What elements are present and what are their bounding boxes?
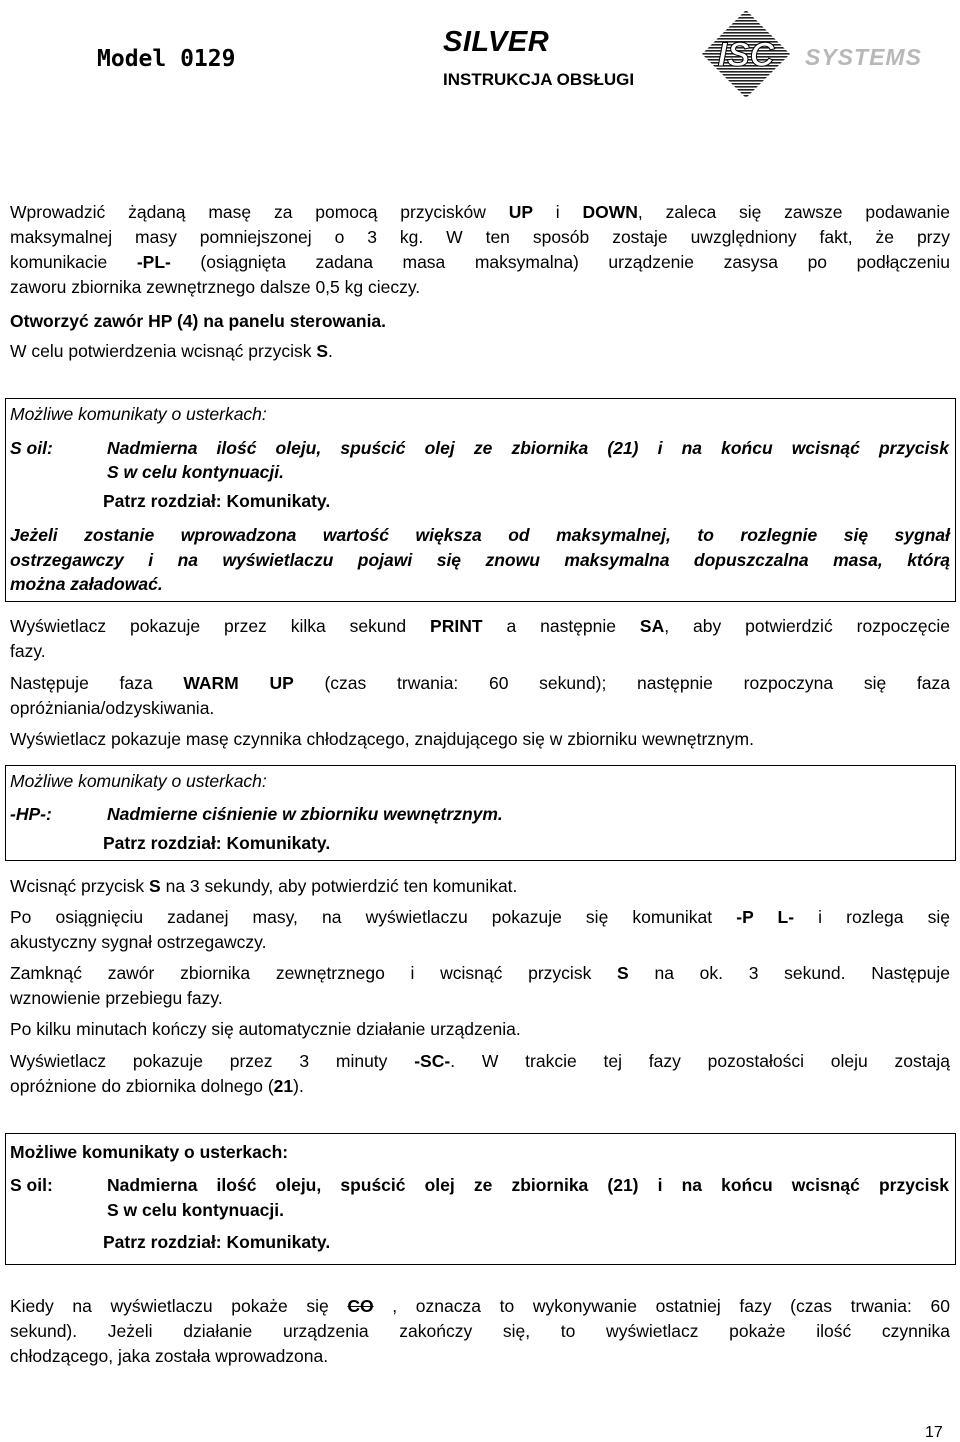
- instruction-bold: Otworzyć zawór HP (4) na panelu sterowania.: [10, 311, 387, 331]
- paragraph-line: maksymalnej masy pomniejszonej o 3 kg. W ten sposób zostaje uwzględniony fakt, że przy: [10, 227, 950, 247]
- warning-line: Jeżeli zostanie wprowadzona wartość większa od maksymalnej, to rozlegnie się sygnał: [10, 525, 950, 545]
- paragraph-line: fazy.: [10, 641, 46, 661]
- paragraph-line: W celu potwierdzenia wcisnąć przycisk S.: [10, 341, 333, 361]
- box-heading: Możliwe komunikaty o usterkach:: [10, 771, 267, 791]
- paragraph-line: opróżniania/odzyskiwania.: [10, 698, 215, 718]
- chapter-reference: Patrz rozdział: Komunikaty.: [103, 491, 331, 511]
- paragraph-line: chłodzącego, jaka została wprowadzona.: [10, 1346, 329, 1366]
- error-message: S w celu kontynuacji.: [107, 462, 284, 482]
- box-heading: Możliwe komunikaty o usterkach:: [10, 1142, 289, 1162]
- manual-subtitle: INSTRUKCJA OBSŁUGI: [443, 70, 635, 89]
- page-header: [0, 0, 960, 112]
- paragraph-line: wznowienie przebiegu fazy.: [10, 988, 223, 1008]
- isc-logo-icon: [700, 8, 792, 100]
- error-code: -HP-:: [10, 804, 52, 824]
- paragraph-line: akustyczny sygnał ostrzegawczy.: [10, 932, 267, 952]
- systems-label: SYSTEMS: [805, 44, 922, 70]
- paragraph-line: sekund). Jeżeli działanie urządzenia zakończy się, to wyświetlacz pokaże ilość czynnika: [10, 1321, 950, 1341]
- paragraph-line: komunikacie -PL- (osiągnięta zadana masa maksymalna) urządzenie zasysa po podłączeniu: [10, 252, 950, 272]
- warning-line: ostrzegawczy i na wyświetlaczu pojawi się znowu maksymalna dopuszczalna masa, którą: [10, 550, 950, 570]
- error-code: S oil:: [10, 1175, 53, 1195]
- paragraph-line: zaworu zbiornika zewnętrznego dalsze 0,5 kg cieczy.: [10, 277, 421, 297]
- product-name: SILVER: [443, 26, 550, 58]
- box-heading: Możliwe komunikaty o usterkach:: [10, 404, 267, 424]
- page-number: 17: [925, 1424, 943, 1441]
- logo-text: ISC: [717, 36, 775, 74]
- warning-line: można załadować.: [10, 574, 163, 594]
- chapter-reference: Patrz rozdział: Komunikaty.: [103, 1232, 331, 1252]
- error-message: S w celu kontynuacji.: [107, 1200, 284, 1220]
- error-message: Nadmierna ilość oleju, spuścić olej ze zbiornika (21) i na końcu wcisnąć przycisk: [107, 1175, 949, 1195]
- paragraph-line: opróżnione do zbiornika dolnego (21).: [10, 1076, 304, 1096]
- model-label: Model 0129: [97, 46, 236, 72]
- paragraph-line: Zamknąć zawór zbiornika zewnętrznego i wcisnąć przycisk S na ok. 3 sekund. Następuje: [10, 963, 950, 983]
- paragraph-line: Wyświetlacz pokazuje masę czynnika chłodzącego, znajdującego się w zbiorniku wewnętrznym.: [10, 729, 754, 749]
- chapter-reference: Patrz rozdział: Komunikaty.: [103, 833, 331, 853]
- paragraph-line: Wyświetlacz pokazuje przez 3 minuty -SC-. W trakcie tej fazy pozostałości oleju zostają: [10, 1051, 950, 1071]
- paragraph-line: Wcisnąć przycisk S na 3 sekundy, aby potwierdzić ten komunikat.: [10, 876, 518, 896]
- error-message: Nadmierna ilość oleju, spuścić olej ze zbiornika (21) i na końcu wcisnąć przycisk: [107, 438, 949, 458]
- error-message: Nadmierne ciśnienie w zbiorniku wewnętrznym.: [107, 804, 503, 824]
- paragraph-line: Kiedy na wyświetlaczu pokaże się CO , oznacza to wykonywanie ostatniej fazy (czas trwania: 60: [10, 1296, 950, 1316]
- paragraph-line: Wprowadzić żądaną masę za pomocą przycisków UP i DOWN, zaleca się zawsze podawanie: [10, 202, 950, 222]
- error-code: S oil:: [10, 438, 53, 458]
- paragraph-line: Po osiągnięciu zadanej masy, na wyświetlaczu pokazuje się komunikat -P L- i rozlega się: [10, 907, 950, 927]
- paragraph-line: Po kilku minutach kończy się automatycznie działanie urządzenia.: [10, 1019, 521, 1039]
- paragraph-line: Następuje faza WARM UP (czas trwania: 60 sekund); następnie rozpoczyna się faza: [10, 673, 951, 693]
- paragraph-line: Wyświetlacz pokazuje przez kilka sekund PRINT a następnie SA, aby potwierdzić rozpoczęcie: [10, 616, 950, 636]
